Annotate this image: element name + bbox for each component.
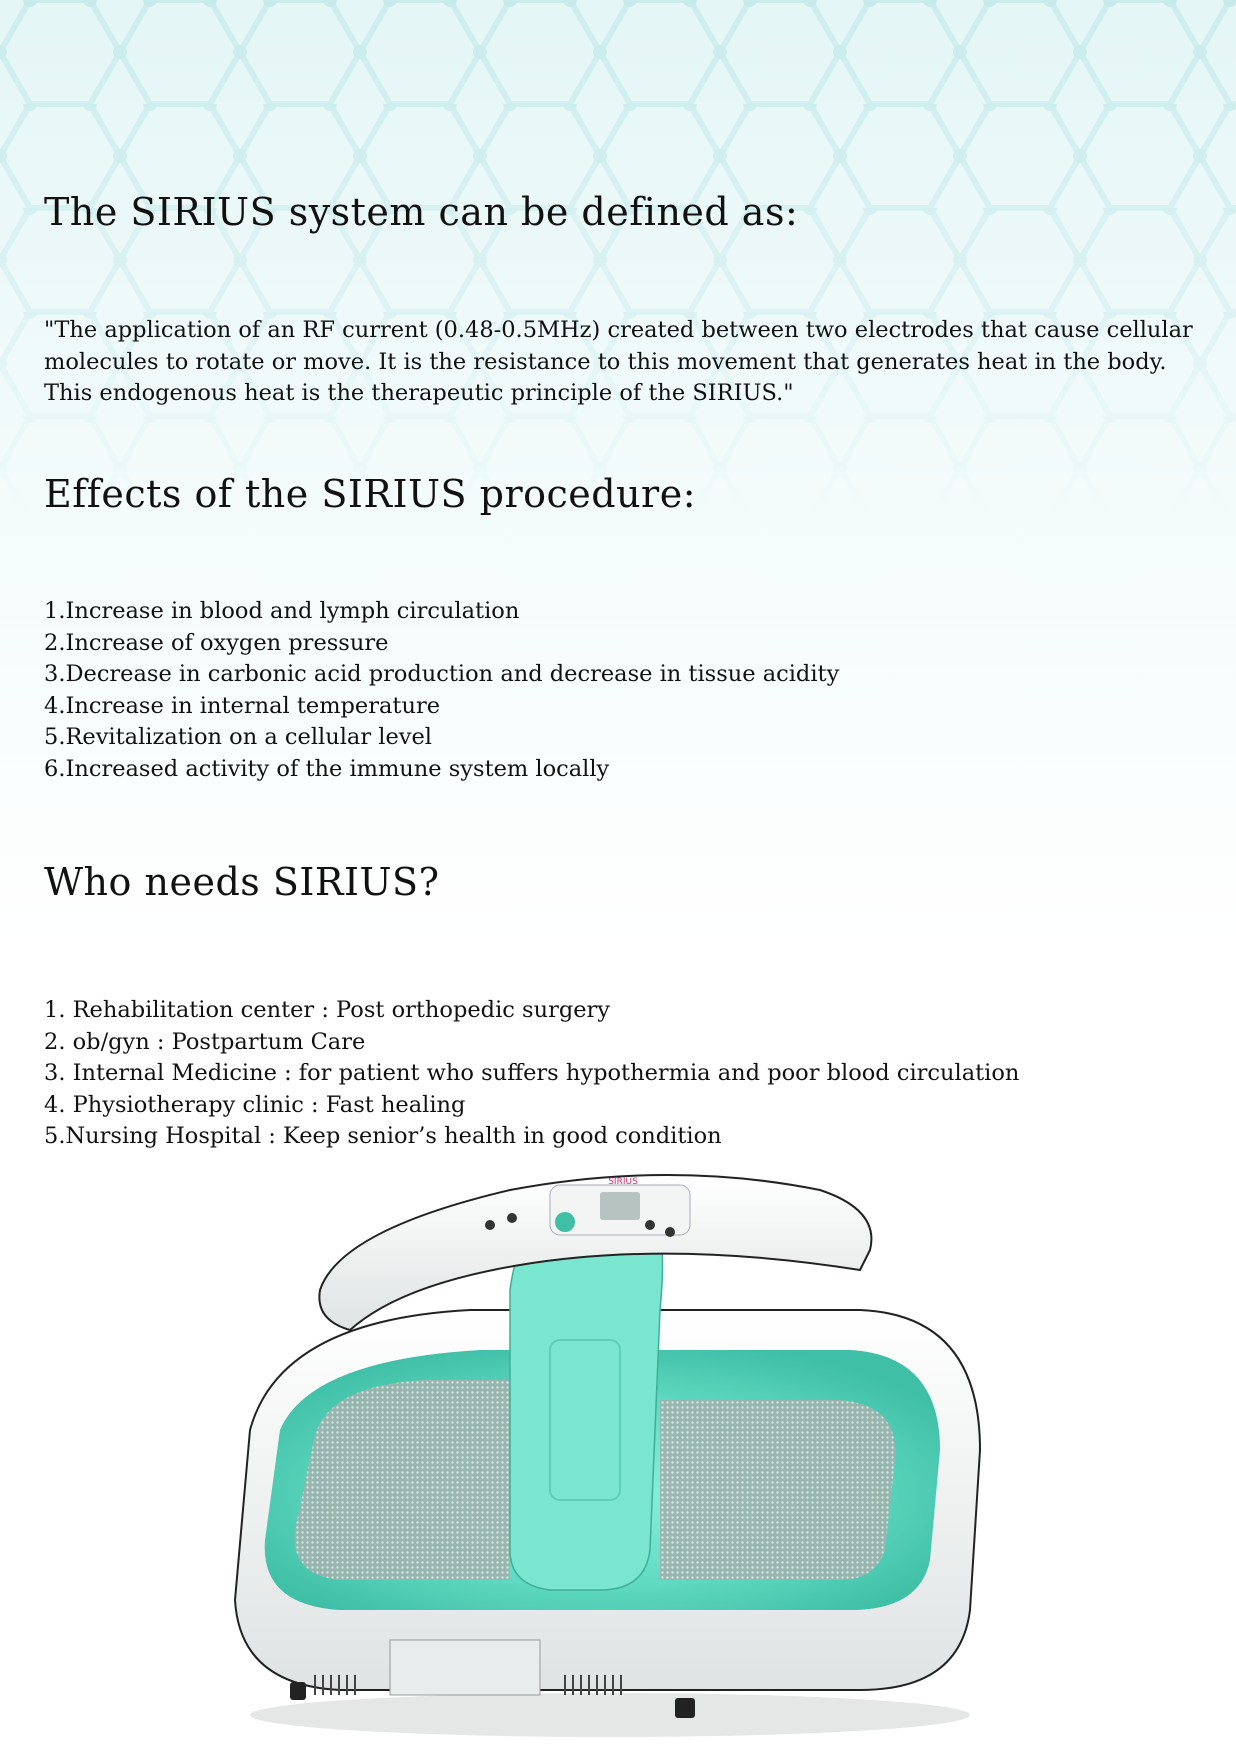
list-item: 2. ob/gyn : Postpartum Care xyxy=(44,1028,366,1055)
list-item: 3.Decrease in carbonic acid production and decrease in tissue acidity xyxy=(44,661,840,687)
list-item: 3. Internal Medicine : for patient who suffers hypothermia and poor blood circulation xyxy=(44,1060,1020,1086)
list-item: 2.Increase of oxygen pressure xyxy=(44,629,389,656)
definition-line: molecules to rotate or move. It is the resistance to this movement that generates heat in the body. xyxy=(44,348,1167,375)
list-item: 5.Nursing Hospital : Keep senior’s health in good condition xyxy=(44,1123,722,1149)
definition-heading: The SIRIUS system can be defined as: xyxy=(44,190,799,234)
sirius-device-image xyxy=(220,1170,1000,1740)
effects-list xyxy=(44,596,839,785)
who-heading: Who needs SIRIUS? xyxy=(44,860,440,904)
effects-heading: Effects of the SIRIUS procedure: xyxy=(44,472,697,516)
list-item: 4. Physiotherapy clinic : Fast healing xyxy=(44,1091,466,1118)
definition-line: "The application of an RF current (0.48-0.5MHz) created between two electrodes that cause cellular xyxy=(44,317,1193,343)
definition-paragraph xyxy=(44,315,1193,410)
list-item: 1.Increase in blood and lymph circulation xyxy=(44,598,520,624)
hexagon-background-pattern xyxy=(0,0,1236,520)
list-item: 4.Increase in internal temperature xyxy=(44,692,441,719)
list-item: 5.Revitalization on a cellular level xyxy=(44,724,432,750)
list-item: 1. Rehabilitation center : Post orthopedic surgery xyxy=(44,997,611,1023)
definition-line: This endogenous heat is the therapeutic principle of the SIRIUS." xyxy=(44,380,794,406)
list-item: 6.Increased activity of the immune system locally xyxy=(44,755,610,782)
device-brand-label: SIRIUS xyxy=(608,1177,638,1187)
who-list xyxy=(44,995,1019,1153)
